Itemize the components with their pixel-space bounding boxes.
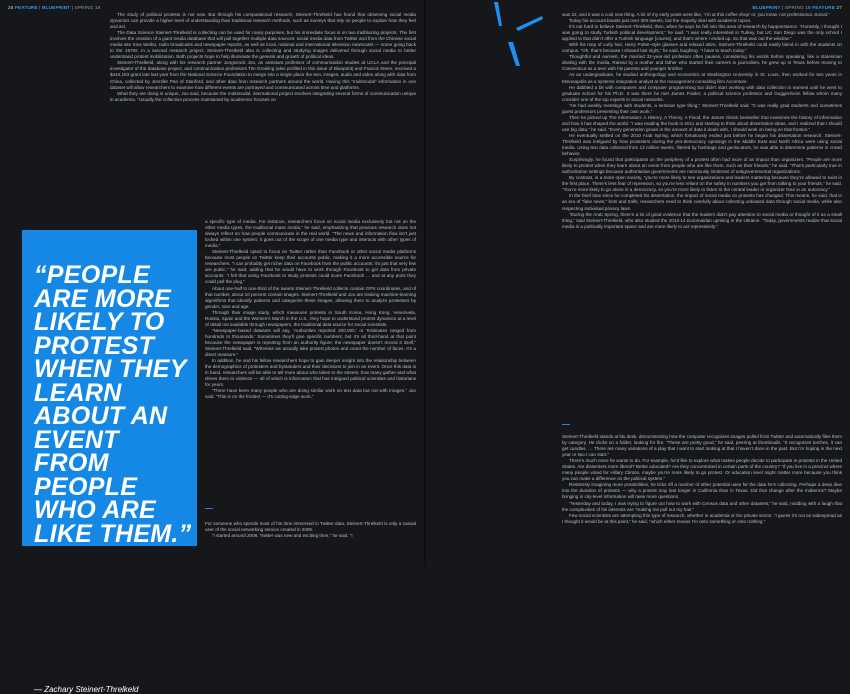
- paragraph: He dabbled a bit with computers and computer programming but didn’t start working with data collection in earnest until he went to graduate school for his Ph.D. It was there he met James Fowler, a political science professor and Guggenheim fellow whom many consider one of the top experts in social networks.: [562, 84, 842, 102]
- right-page: [426, 0, 850, 567]
- paragraph: Thoughtful and earnest, the married 32-year-old professor often pauses, considering his words before speaking, like a statesman dealing with the media. Raised by a mother and father who started their careers in journalism, he grew up in Texas before moving to Connecticut as a teen with his parents and younger brother.: [562, 54, 842, 72]
- paragraph: Then he picked up The Information: A History, A Theory, A Flood, the James Gleick bestseller that examines the history of information and how it has shaped the world. “I was reading the book in 2011 and starting to think about dissertation ideas, and I realized that I should use big data,” he said. “Every generation grows in the amount of data it deals with, I should work on being on that frontier.”: [562, 114, 842, 132]
- burst-ray: [494, 2, 502, 26]
- page-number: 27: [836, 5, 842, 10]
- page-number: 26: [8, 5, 14, 10]
- paragraph: Restlessly imagining more possibilities, he ticks off a number of other potential uses for the data he’s collecting. Perhaps a deep dive into the duration of protests — why a protest may last longer in California than in Texas. Did that change after the midterms? Maybe bringing in city-level information will raise more questions.: [562, 482, 842, 500]
- section-label: FEATURE: [15, 5, 38, 10]
- paragraph: Surprisingly, he found that participants on the periphery of a protest often had more of an impact than organizers. “People are more likely to protest when they learn about an event from people who are like them, such as their friends,” he said. “That’s particularly true in authoritarian settings because authoritarian governments are notoriously intolerant of antigovernmental organizations.: [562, 157, 842, 175]
- paragraph: What they are doing is unique, Joo said, because the multimodal, international project involves integrating several forms of communication unique in academia. “Usually the collection process maintained by academics focuses on: [110, 90, 416, 102]
- paragraph: “During the Arab Spring, there’s a lot of good evidence that the leaders didn’t pay attention to social media or thought of it as a small thing,” said Steinert-Threlkeld, who also studied the 2013-14 Euromaidan uprising in the Ukraine. “Today, governments realize that social media is a politically important space and are more likely to act repressively.”: [562, 211, 842, 229]
- paragraph: “He had weekly meetings with students, a seminar type thing,” Steinert-Threlkeld said. “It was really grad students and sometimes guest professors presenting their own work.”: [562, 102, 842, 114]
- left-page: [0, 0, 424, 694]
- paragraph: It’s not hard to believe Steinert-Threlkeld, then, when he says he fell into this area of research by happenstance. “Honestly, I thought I was going to study Turkish political development,” he said. “I was really interested in Turkey, but UC San Diego was the only school I applied to that didn’t offer a Turkish language [course], and that’s where I ended up. So that was out the window.”: [562, 24, 842, 42]
- folio-right: [752, 5, 842, 10]
- paragraph: Through their image study, which measures protests in South Korea, Hong Kong, Venezuela, Russia, Spain and the Women’s March in the U.S., they hope to understand protest dynamics at a level of detail not available through newspapers, the traditional data source for social scientists.: [205, 309, 416, 327]
- paragraph: “Yesterday and today, I was trying to figure out how to work with Census data and other datasets,” he said, nodding with a laugh that the complexities of his interests are “making me pull out my hair.”: [562, 500, 842, 512]
- paragraph: “Newspaper-based datasets will say, ‘Authorities reported 200,000,’ or ‘Estimates ranged from hundreds to thousands.’ Sometimes they’ll give specific numbers, but it’s all third-hand at that point because the newspaper is reporting from an authority figure; the newspaper doesn’t record it itself,” Steinert-Threlkeld said. “Whereas we actually take protest photos and count the number of faces. It’s a direct measure.”: [205, 327, 416, 358]
- paragraph: “I started around 2008. Twitter was new and exciting then,” he said. “I: [212, 533, 353, 539]
- article-column-left-mid: [205, 219, 416, 400]
- paragraph: The Data Science Steinert-Threlkeld is collecting can be used for many purposes, but his immediate focus is on two trailblazing projects. The first involves the creation of a giant media database that will pull together multiple data sources: social media data from Twitter and from the Chinese social media site Sina Weibo, radio broadcasts and newspaper reports, as well as local, national and international television newscasts — some going back to the 1970s. In a second research project, Steinert-Threlkeld also is collecting and studying images delivered through social media to better understand protest mobilization. Both projects hope to help illuminate the genesis and growth of political ideas.: [110, 30, 416, 60]
- paragraph: Today his account boasts just over 300 tweets, but the majority deal with academic topics.: [569, 18, 752, 24]
- burst-ray: [508, 42, 520, 66]
- burst-graphic: [486, 0, 546, 70]
- magazine-name: BLUEPRINT: [42, 5, 71, 10]
- paragraph: Steinert-Threlkeld, along with his research partner Jungseock Joo, an assistant professor of communication studies at UCLA and the principal investigator of the database project, and communication professors Tim Groeling (also profiled in this issue of Blueprint) and Francis Steen, received a $444,183 grant late last year from the National Science Foundation to merge into a single place the text, images, audio and video along with data from China, collected by Jennifer Pan of Stanford, and other data from research partners around the world. Having this “multimodal” information in one dataset will allow researchers to examine how different events are portrayed and communicated across time and platforms.: [110, 60, 416, 90]
- paragraph: “There have been many people who are doing similar work on text data but not with images,” Joo said. “This is on the frontier — it’s cutting-edge work.”: [205, 388, 416, 400]
- paragraph: For someone who spends most of his time immersed in Twitter data, Steinert-Threlkeld is only a casual user of the social networking service created in 2006.: [205, 521, 416, 533]
- paragraph: In the brief time since he completed his dissertation, the impact of social media on protests has changed. This means, he said, that in an era of “fake news,” bots and trolls, researchers need to think carefully about collecting unbiased data through social media, while also respecting individual privacy laws.: [562, 193, 842, 211]
- paragraph: By contrast, in a more open society, “you’re more likely to see organizations and leaders mattering because they’re allowed to exist in the first place. There’s less fear of repression, so you’re less reliant on the safety in numbers you get from talking to your friends,” he said. “You’re more likely to go alone in a democracy, so you’re more likely to listen to the central leader or organizer than in an autocracy.”: [562, 175, 842, 193]
- folio-sep: |: [39, 5, 41, 10]
- pull-quote-attribution: — Zachary Steinert-Threlkeld: [34, 685, 139, 694]
- section-divider: [205, 508, 213, 509]
- paragraph: In addition, he and his fellow researchers hope to gain deeper insight into the relationship between the demographics of protesters and bystanders and their decisions to join in an event. Once this data is in hand, researchers will be able to tell more about who takes to the streets, how many gather and what drives them to violence — all of which is information that has intrigued political scientists and historians for years.: [205, 358, 416, 388]
- folio-sep: |: [782, 5, 784, 10]
- paragraph: Steinert-Threlkeld opted to focus on Twitter rather than Facebook or other social media platforms because most people on Twitter keep their accounts public, making it a more accessible source for researchers. “I can probably get richer data on Facebook from the public accounts; it’s just that very few are public,” he said, adding that he would have to work through Facebook to get data from private accounts. “I felt that using Facebook to study protests could scare Facebook … and at any point they could pull the plug.”: [205, 249, 416, 285]
- article-column-left-top: [110, 12, 416, 103]
- section-divider: [562, 424, 570, 425]
- paragraph: was 22, and it was a cool new thing. A lot of my early posts were like, ‘I’m at this coffee shop’ or, you know, not professional. Social.”: [562, 12, 830, 17]
- paragraph: The study of political protests is not new. But through his computational research, Steinert-Threlkeld has found that observing social media dynamics can provide a higher level of understanding than traditional research methods, such as surveys that rely on people to explain how they feel and act.: [110, 12, 416, 30]
- paragraph: a specific type of media. For instance, researchers focus on social media exclusively but not on the other media types, the traditional mass media,” he said, emphasizing that previous research does not always reflect on how people communicate in the real world. “The news and information flow isn’t just locked within one system; it goes out of the scope of one media type and interacts with other types of media.”: [205, 219, 416, 249]
- pull-quote-box: [22, 230, 197, 694]
- paragraph: With his mop of curly hair, Harry Potter-style glasses and relaxed attire, Steinert-Threlkeld could easily blend in with the students on campus. “Oh, that’s because I shaved last night,” he said, laughing. “I have to teach today.”: [562, 42, 842, 54]
- paragraph: About one-half to one-third of the tweets Steinert-Threlkeld collects contain GPS coordinates, and of that number, about 10 percent contain images. Steinert-Threlkeld and Joo are training machine-learning algorithms that identify patterns and categorize these images, allowing them to analyze protesters by gender, race and age.: [205, 285, 416, 309]
- article-column-right-bottom: [562, 434, 842, 525]
- paragraph: Steinert-Threlkeld stands at his desk, demonstrating how the computer recognizes images pulled from Twitter and automatically files them by category. He clicks on a folder, looking for fire. “These are pretty good,” he said, peering at thumbnails. “It recognizes torches, it can get candles. … There are many variations of a play that I want to start looking at that I haven’t done in the past. But I’m hoping in the next year or two I can start.”: [562, 434, 843, 458]
- paragraph: Few social scientists are attempting this type of research, whether in academia or the private sector. “I guess it’s not as widespread as I thought it would be at this point,” he said, “which either means I’m onto something or onto nothing.”: [562, 512, 842, 524]
- folio-sep: |: [71, 5, 74, 10]
- issue-label: SPRING 19: [74, 5, 101, 10]
- paragraph: He eventually settled on the 2010 Arab Spring, which fortuitously ended just before he began his dissertation research. Steinert-Threlkeld was intrigued by how protesters during the pro-democracy uprisings in the Middle East and North Africa were using social media. Using text data collected from 13 million tweets, filtered by hashtags and geolocators, he was able to determine patterns in crowd behavior.: [562, 132, 842, 157]
- paragraph: There’s much more he wants to do. For example, he’d like to explore what makes people decide to participate in protests in the United States. Are dissenters more liberal? Better educated? Are they concentrated in certain parts of the country? “If you live in a precinct where many people voted for Hillary Clinton, maybe you’re more likely to go protest. Or education level might matter more because you think you can make a difference on the political system.”: [562, 458, 842, 482]
- article-column-left-bottom: [205, 521, 416, 539]
- magazine-name: BLUEPRINT: [752, 5, 781, 10]
- issue-label: SPRING 19: [784, 5, 811, 10]
- pull-quote: “PEOPLE ARE MORE LIKELY TO PROTEST WHEN THEY LEARN ABOUT AN EVENT FROM PEOPLE WHO ARE LIKE THEM.”: [34, 261, 192, 548]
- section-label: FEATURE: [812, 5, 835, 10]
- burst-ray: [516, 16, 543, 31]
- folio-left: [8, 5, 100, 10]
- paragraph: As an undergraduate, he studied anthropology and economics at Washington University in St. Louis, then worked for two years in Minneapolis as a systems integration analyst at the management consulting firm Accenture.: [562, 72, 842, 84]
- article-column-right-top: [562, 12, 842, 230]
